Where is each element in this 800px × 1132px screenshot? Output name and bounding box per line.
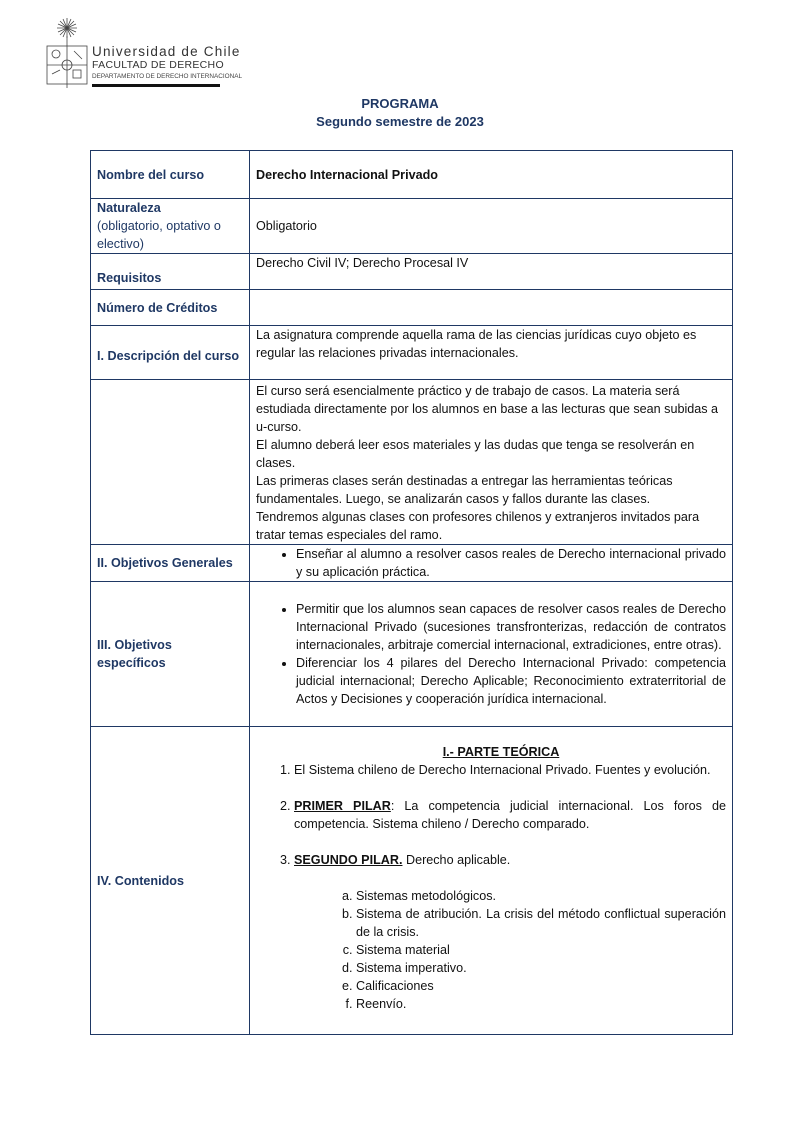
label-descripcion: I. Descripción del curso <box>91 326 250 380</box>
label-objetivos-especificos: III. Objetivos específicos <box>91 582 250 727</box>
paragraph: Las primeras clases serán destinadas a entregar las herramientas teóricas fundamentales. Luego, se analizarán casos y fallos durante las clases. <box>256 474 673 506</box>
primer-pilar-label: PRIMER PILAR <box>294 799 391 813</box>
row-descripcion-detail <box>91 380 733 545</box>
sub-item: e. Calificaciones <box>356 977 726 995</box>
university-name: Universidad de Chile <box>92 44 241 59</box>
document-subtitle: Segundo semestre de 2023 <box>316 114 484 129</box>
row-descripcion <box>91 326 733 380</box>
value-objetivos-especificos <box>250 582 733 727</box>
list-item: 1. El Sistema chileno de Derecho Internacional Privado. Fuentes y evolución. <box>294 761 726 779</box>
paragraph: Tendremos algunas clases con profesores chilenos y extranjeros invitados para tratar temas especiales del ramo. <box>256 510 700 542</box>
row-objetivos-especificos <box>91 582 733 727</box>
label-nombre: Nombre del curso <box>91 151 250 199</box>
list-item: • Diferenciar los 4 pilares del Derecho Internacional Privado: competencia judicial internacional; Derecho Aplicable; Reconocimiento extraterritorial de Actos y Decisiones y cooperación jurídica internacional. <box>296 654 726 708</box>
contenidos-heading: I.- PARTE TEÓRICA <box>442 745 560 759</box>
value-creditos <box>250 290 733 326</box>
sub-item: b. Sistema de atribución. La crisis del método conflictual superación de la crisis. <box>356 905 726 941</box>
value-descripcion: La asignatura comprende aquella rama de las ciencias jurídicas cuyo objeto es regular las relaciones privadas internacionales. <box>250 326 733 380</box>
list-item: • Enseñar al alumno a resolver casos reales de Derecho internacional privado y su aplicación práctica. <box>296 545 726 581</box>
value-naturaleza: Obligatorio <box>250 199 733 254</box>
sub-item: a. Sistemas metodológicos. <box>356 887 726 905</box>
sub-item: d. Sistema imperativo. <box>356 959 726 977</box>
row-creditos <box>91 290 733 326</box>
department-name: DEPARTAMENTO DE DERECHO INTERNACIONAL <box>92 73 243 80</box>
paragraph: El alumno deberá leer esos materiales y las dudas que tenga se resolverán en clases. <box>256 438 695 470</box>
row-contenidos <box>91 727 733 1035</box>
row-objetivos-generales <box>91 545 733 582</box>
value-requisitos: Derecho Civil IV; Derecho Procesal IV <box>250 254 733 290</box>
label-creditos: Número de Créditos <box>91 290 250 326</box>
contenidos-list <box>256 761 726 1013</box>
value-objetivos-generales <box>250 545 733 582</box>
faculty-name: FACULTAD DE DERECHO <box>92 59 224 71</box>
row-naturaleza <box>91 199 733 254</box>
segundo-pilar-label: SEGUNDO PILAR. <box>294 853 403 867</box>
list-item <box>294 851 726 1013</box>
label-requisitos: Requisitos <box>91 254 250 290</box>
label-contenidos: IV. Contenidos <box>91 727 250 1035</box>
program-table <box>90 150 733 1035</box>
value-nombre: Derecho Internacional Privado <box>250 151 733 199</box>
label-objetivos-generales: II. Objetivos Generales <box>91 545 250 582</box>
row-requisitos <box>91 254 733 290</box>
label-naturaleza-sub: (obligatorio, optativo o electivo) <box>97 219 221 251</box>
list-item: • Permitir que los alumnos sean capaces de resolver casos reales de Derecho Internacional Privado (sucesiones transfronterizas, redacción de contratos internacionales, arbitraje comercial internacional, extradiciones, entre otras). <box>296 600 726 654</box>
document-title: PROGRAMA <box>361 96 439 111</box>
list-item <box>294 797 726 833</box>
primer-pilar-text: : La competencia judicial internacional. Los foros de competencia. Sistema chileno / Derecho comparado. <box>294 799 726 831</box>
empty-label-cell <box>91 380 250 545</box>
label-naturaleza <box>91 199 250 254</box>
segundo-pilar-text: Derecho aplicable. <box>402 853 511 867</box>
label-naturaleza-title: Naturaleza <box>97 201 161 215</box>
header-rule <box>92 84 220 87</box>
subitems-list <box>294 887 726 1013</box>
paragraph: El curso será esencialmente práctico y de trabajo de casos. La materia será estudiada directamente por los alumnos en base a las lecturas que sean subidas a u-curso. <box>256 384 719 434</box>
sub-item: f. Reenvío. <box>356 995 726 1013</box>
value-contenidos <box>250 727 733 1035</box>
row-nombre <box>91 151 733 199</box>
descripcion-paragraphs <box>250 380 733 545</box>
sub-item: c. Sistema material <box>356 941 726 959</box>
